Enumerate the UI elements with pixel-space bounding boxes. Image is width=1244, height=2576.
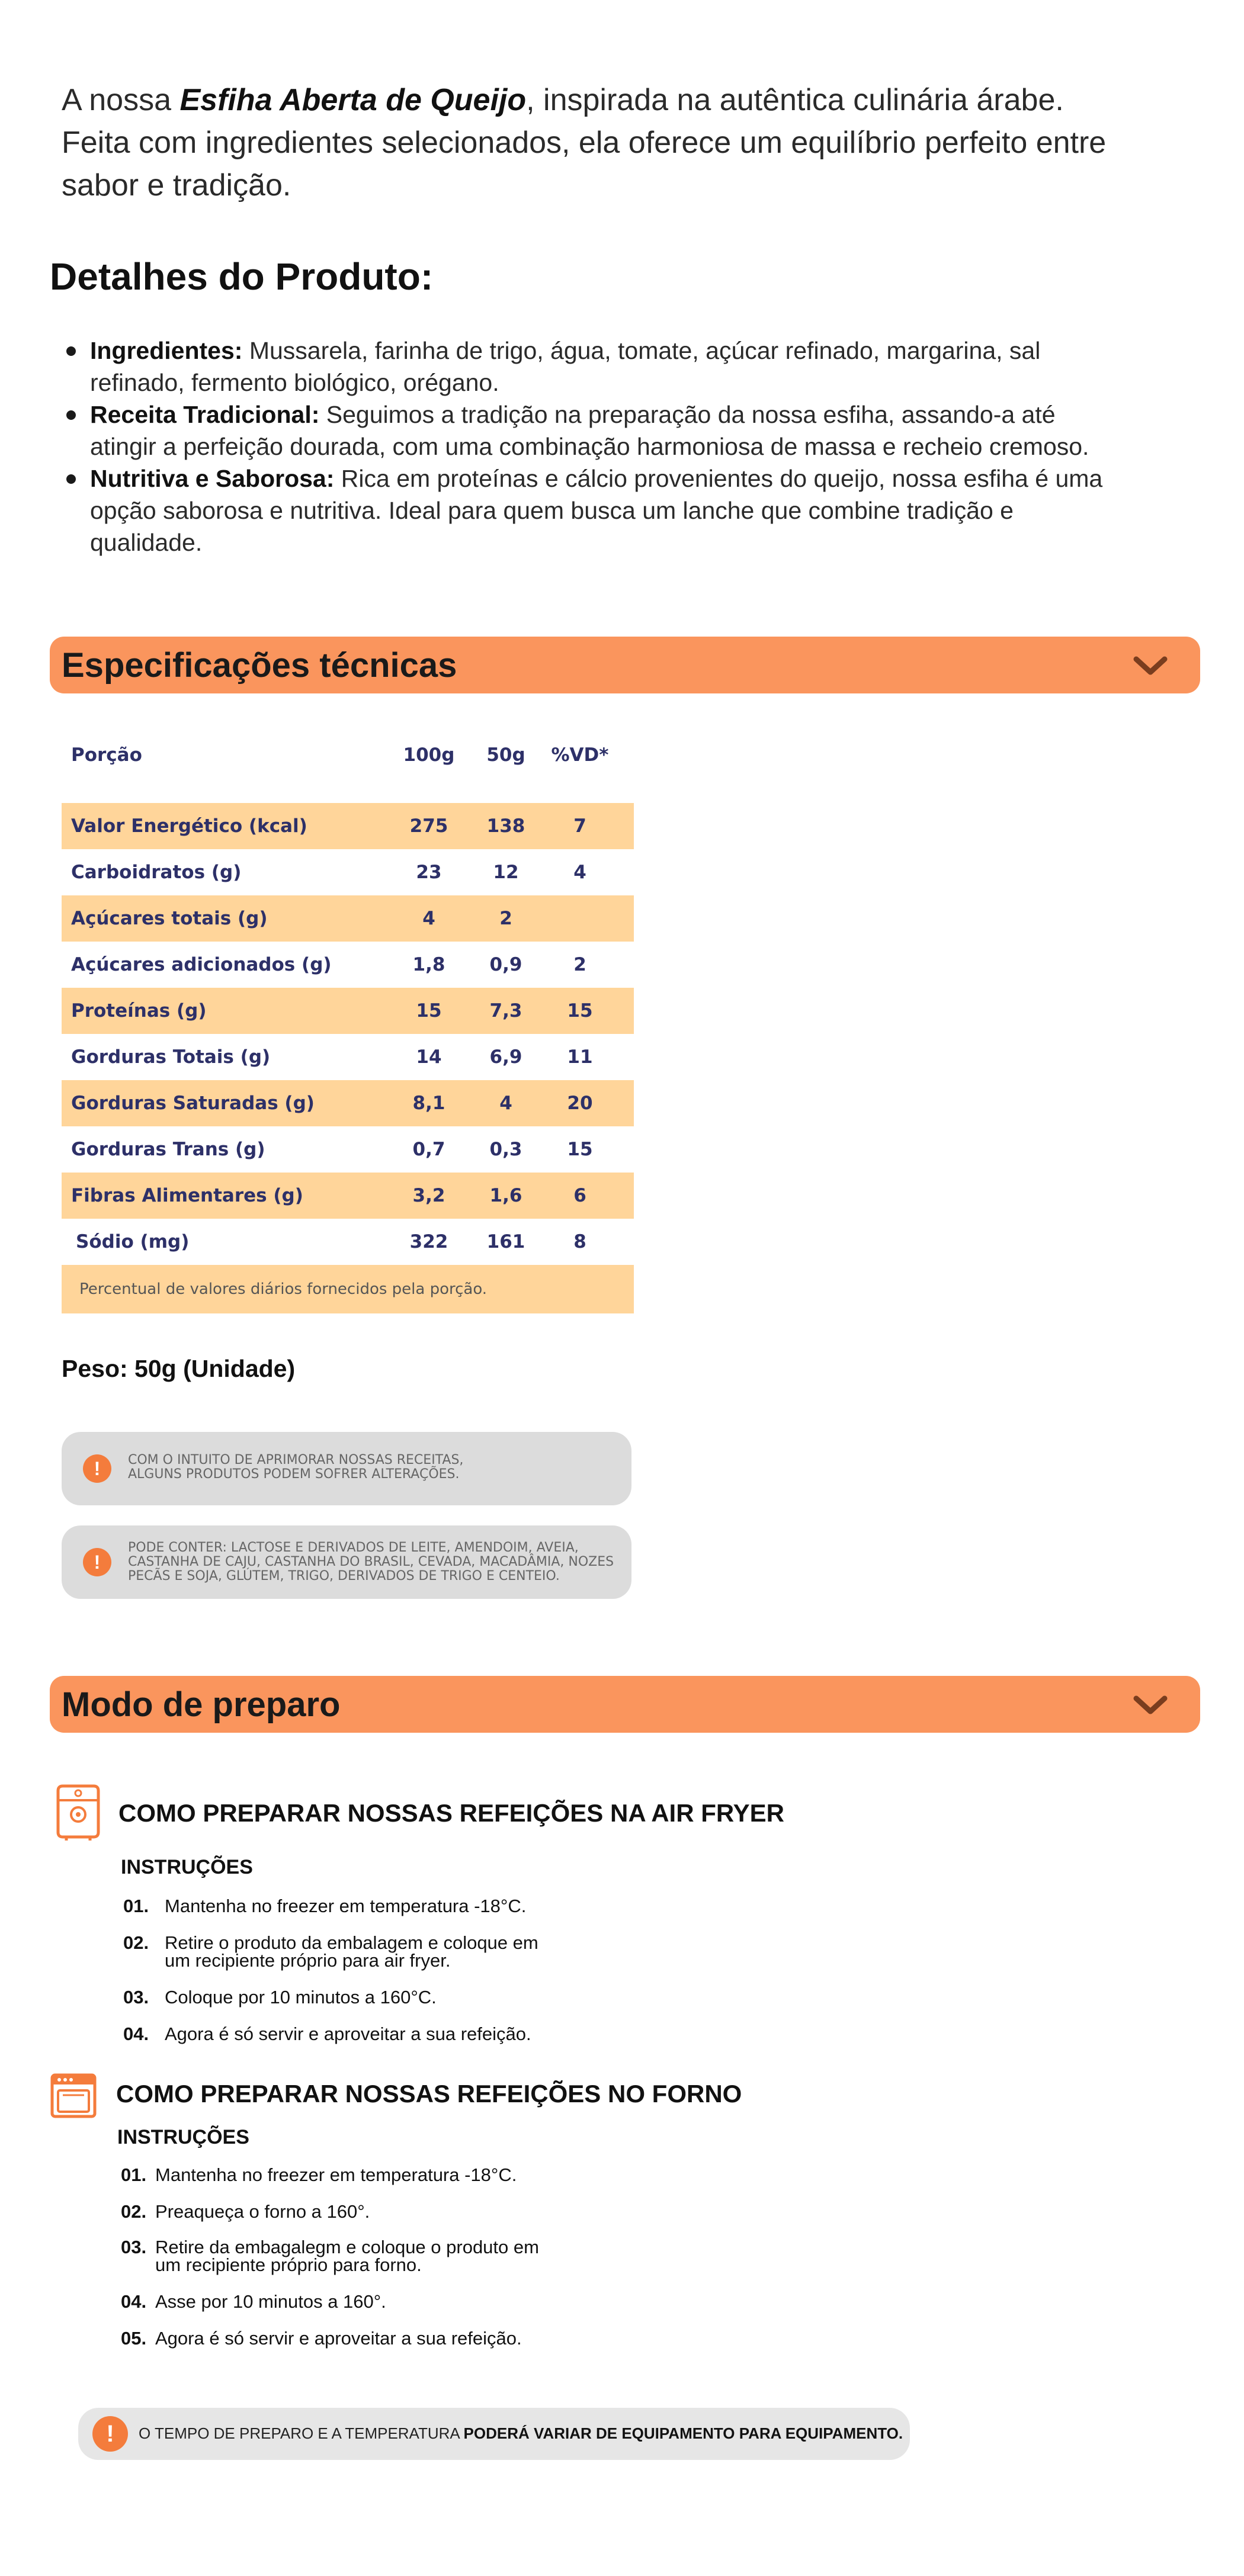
details-item-label: Receita Tradicional: [90,401,320,428]
alert-icon: ! [92,2416,128,2452]
nutrition-table [62,728,634,1313]
oven-title: COMO PREPARAR NOSSAS REFEIÇÕES NO FORNO [116,2080,742,2108]
table-cell: 4 [573,862,586,883]
step-line: um recipiente próprio para air fryer. [165,1950,451,1971]
table-cell-label: Gorduras Saturadas (g) [71,1093,315,1114]
step-number: 01. [123,1896,149,1916]
table-cell: 2 [573,954,586,975]
product-weight: Peso: 50g (Unidade) [62,1355,296,1382]
step-number: 04. [123,2023,149,2044]
step-line: Asse por 10 minutos a 160°. [155,2291,386,2312]
details-item-text: Seguimos a tradição na preparação da nossa esfiha, assando-a até atingir a perfeição dourada, com uma combinação harmoniosa de massa e recheio cremoso. [90,401,1089,460]
table-cell: 0,7 [412,1139,445,1160]
table-cell-label: Fibras Alimentares (g) [71,1185,303,1206]
table-row [62,1034,634,1080]
table-cell: 275 [409,815,448,837]
specs-accordion-header[interactable] [50,637,1200,693]
specs-title: Especificações técnicas [62,645,457,685]
table-header-cell: %VD* [551,744,609,766]
step-number: 05. [121,2328,147,2349]
table-row [62,942,634,988]
step-text [155,2293,605,2311]
table-cell: 2 [499,908,512,929]
table-row [62,803,634,849]
details-item-nutrition [62,462,1128,558]
step-number: 01. [121,2164,147,2185]
table-cell-label: Gorduras Totais (g) [71,1046,271,1068]
table-cell: 12 [493,862,519,883]
prep-title: Modo de preparo [62,1685,341,1724]
details-item-text: Mussarela, farinha de trigo, água, tomate, açúcar refinado, margarina, sal refinado, fermento biológico, orégano. [90,337,1041,396]
table-row [62,895,634,942]
notice-text [128,1541,614,1583]
table-cell: 138 [486,815,525,837]
step-text [155,2238,605,2274]
table-cell: 15 [416,1000,442,1022]
table-cell: 1,8 [412,954,445,975]
step-text [165,1989,615,2006]
details-item-text: Rica em proteínas e cálcio provenientes do queijo, nossa esfiha é uma opção saborosa e nutritiva. Ideal para quem busca um lanche que combine tradição e qualidade. [90,465,1103,556]
notice-line: PECÃS E SOJA, GLÚTEM, TRIGO, DERIVADOS DE TRIGO E CENTEIO. [128,1569,560,1583]
step-line: Retire o produto da embalagem e coloque em [165,1932,538,1953]
oven-icon [50,2071,97,2119]
air-fryer-icon [54,1782,102,1842]
step-line: um recipiente próprio para forno. [155,2254,422,2275]
product-name: Esfiha Aberta de Queijo [179,83,527,117]
step-number: 03. [121,2237,147,2257]
chevron-down-icon [1131,651,1169,679]
table-header-cell: Porção [71,744,142,766]
notice-line: CASTANHA DE CAJU, CASTANHA DO BRASIL, CEVADA, MACADÂMIA, NOZES [128,1554,614,1569]
prep-accordion-header[interactable] [50,1676,1200,1733]
table-cell: 8 [573,1231,586,1252]
table-cell: 8,1 [412,1093,445,1114]
table-header-cell: 50g [486,744,525,766]
allergen-notice [62,1525,631,1599]
table-cell: 7,3 [489,1000,522,1022]
notice-text [128,1453,463,1482]
table-cell-label: Proteínas (g) [71,1000,207,1022]
alert-icon: ! [83,1454,111,1483]
details-item-ingredients [62,335,1128,399]
airfryer-instructions-label: INSTRUÇÕES [121,1856,253,1878]
step-line: Mantenha no freezer em temperatura -18°C. [165,1896,527,1916]
table-cell: 161 [486,1231,525,1252]
notice-line: COM O INTUITO DE APRIMORAR NOSSAS RECEITAS, [128,1453,464,1467]
table-cell: 1,6 [489,1185,522,1206]
step-text [155,2203,605,2221]
prep-variation-notice [78,2408,910,2460]
table-cell: 6,9 [489,1046,522,1068]
recipe-change-notice [62,1432,631,1505]
details-title: Detalhes do Produto: [50,255,434,298]
step-line: Coloque por 10 minutos a 160°C. [165,1987,437,2008]
step-line: Retire da embagalegm e coloque o produto em [155,2237,539,2257]
notice-text [139,2424,903,2443]
notice-line: ALGUNS PRODUTOS PODEM SOFRER ALTERAÇÕES. [128,1467,460,1482]
step-text [165,1897,615,1915]
table-cell-label: Açúcares totais (g) [71,908,268,929]
step-text [155,2330,605,2347]
step-line: Preaqueça o forno a 160°. [155,2201,370,2222]
table-cell: 7 [573,815,586,837]
table-cell: 20 [567,1093,593,1114]
step-line: Mantenha no freezer em temperatura -18°C. [155,2164,517,2185]
table-cell: 14 [416,1046,442,1068]
details-item-recipe [62,399,1128,462]
intro-prefix: A nossa [62,83,180,117]
table-cell: 4 [422,908,435,929]
table-cell: 11 [567,1046,593,1068]
airfryer-title: COMO PREPARAR NOSSAS REFEIÇÕES NA AIR FRYER [118,1799,784,1827]
table-cell-label: Sódio (mg) [76,1231,190,1252]
step-text [155,2166,605,2184]
intro-paragraph [62,79,1128,207]
step-text [165,2025,615,2043]
details-item-label: Nutritiva e Saborosa: [90,465,335,492]
table-footnote: Percentual de valores diários fornecidos pela porção. [62,1265,634,1313]
table-cell: 4 [499,1093,512,1114]
oven-instructions-label: INSTRUÇÕES [117,2126,249,2148]
table-row [62,849,634,895]
table-cell: 15 [567,1139,593,1160]
table-cell: 15 [567,1000,593,1022]
step-number: 02. [123,1932,149,1953]
step-line: Agora é só servir e aproveitar a sua refeição. [155,2328,522,2349]
step-number: 02. [121,2201,147,2222]
table-cell-label: Gorduras Trans (g) [71,1139,265,1160]
details-list [62,335,1128,558]
table-row [62,988,634,1034]
table-cell: 0,3 [489,1139,522,1160]
table-cell: 322 [409,1231,448,1252]
table-row [62,1219,634,1265]
table-cell-label: Carboidratos (g) [71,862,242,883]
table-cell: 6 [573,1185,586,1206]
step-line: Agora é só servir e aproveitar a sua refeição. [165,2023,531,2044]
table-row [62,1126,634,1173]
table-row [62,1173,634,1219]
notice-text-prefix: O TEMPO DE PREPARO E A TEMPERATURA [139,2424,464,2442]
table-cell: 23 [416,862,442,883]
table-cell: 3,2 [412,1185,445,1206]
table-header-cell: 100g [403,744,455,766]
chevron-down-icon [1131,1690,1169,1719]
table-cell-label: Açúcares adicionados (g) [71,954,332,975]
notice-text-bold: PODERÁ VARIAR DE EQUIPAMENTO PARA EQUIPAMENTO. [463,2424,903,2442]
step-number: 04. [121,2291,147,2312]
table-cell: 0,9 [489,954,522,975]
step-text [165,1934,615,1970]
notice-line: PODE CONTER: LACTOSE E DERIVADOS DE LEITE, AMENDOIM, AVEIA, [128,1540,579,1555]
details-item-label: Ingredientes: [90,337,243,364]
table-row [62,1080,634,1126]
alert-icon: ! [83,1548,111,1576]
step-number: 03. [123,1987,149,2008]
table-cell-label: Valor Energético (kcal) [71,815,307,837]
intro-suffix: , inspirada na autêntica culinária árabe. Feita com ingredientes selecionados, ela oferece um equilíbrio perfeito entre sabor e tradição. [62,83,1107,203]
table-header-row [62,728,634,782]
